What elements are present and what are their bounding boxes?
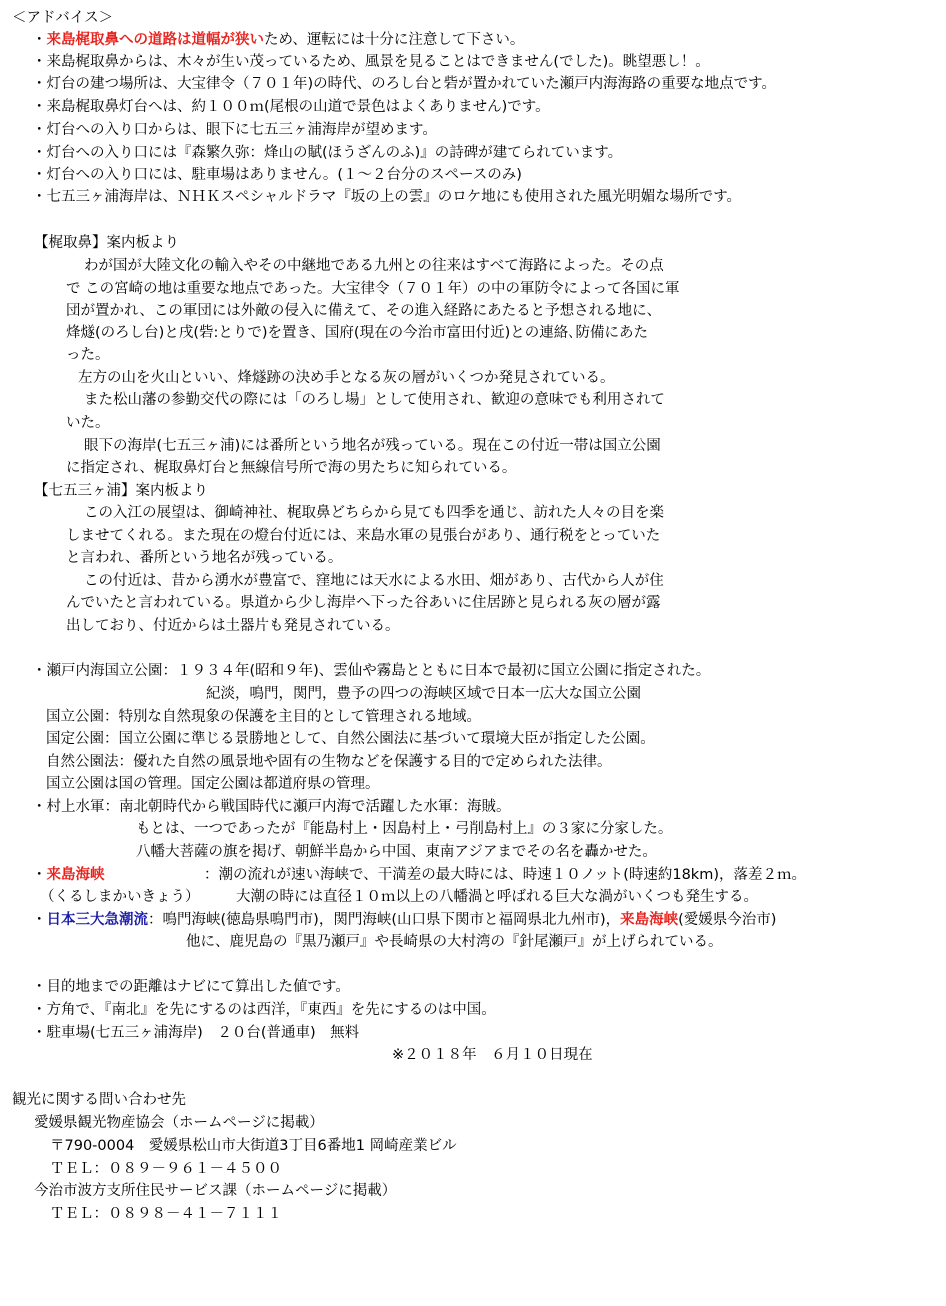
kurushima-highlight: 来島海峡 xyxy=(620,912,679,928)
kurushima-desc: 大潮の時には直径１０ｍ以上の八幡渦と呼ばれる巨大な渦がいくつも発生する。 xyxy=(236,889,758,905)
murakami-line: もとは、一つであったが『能島村上・因島村上・弓削島村上』の３家に分家した。 xyxy=(136,821,673,837)
shimegaura-line: と言われ、番所という地名が残っている。 xyxy=(66,550,343,566)
three-currents-text: (愛媛県今治市) xyxy=(678,912,777,928)
kajitori-line: 烽燧(のろし台)と戌(砦:とりで)を置き、国府(現在の今治市富田付近)との連絡､防備にあた xyxy=(66,325,648,341)
kajitori-line: また松山藩の参勤交代の際には「のろし場」として使用され、歓迎の意味でも利用されて xyxy=(84,392,665,408)
advice-item xyxy=(32,97,550,117)
warning-highlight: 来島梶取鼻への道路は道幅が狭い xyxy=(46,32,264,48)
advice-text: 来島梶取鼻灯台へは、約１００ｍ(尾根の山道で景色はよくありません)です。 xyxy=(46,99,550,115)
contact-heading: 観光に関する問い合わせ先 xyxy=(12,1092,186,1108)
kajitori-line: 左方の山を火山といい、烽燧跡の決め手となる灰の層がいくつか発見されている。 xyxy=(78,370,615,386)
advice-heading: ＜アドバイス＞ xyxy=(12,10,114,26)
contact-org: 今治市波方支所住民サービス課（ホームページに掲載） xyxy=(34,1183,397,1199)
advice-text: 七五三ヶ浦海岸は、ＮＨＫスペシャルドラマ『坂の上の雲』のロケ地にも使用された風光明媚な場所です。 xyxy=(46,189,742,205)
bullet: ・ xyxy=(32,99,47,115)
bullet: ・ xyxy=(32,145,47,161)
advice-item xyxy=(32,187,741,207)
contact-address: 〒790-0004 愛媛県松山市大街道3丁目6番地1 岡崎産業ビル xyxy=(50,1138,457,1154)
advice-item xyxy=(32,30,524,50)
kurushima-desc: ：潮の流れが速い海峡で、干満差の最大時には、時速１０ノット(時速約18km)，落差２ｍ。 xyxy=(204,867,806,883)
note-item: ・方角で、『南北』を先にするのは西洋，『東西』を先にするのは中国。 xyxy=(32,1002,496,1018)
three-currents-line xyxy=(32,910,776,930)
park-definition: 国定公園：国立公園に準じる景勝地として、自然公園法に基づいて環境大臣が指定した公園。 xyxy=(46,731,655,747)
murakami-line: 八幡大菩薩の旗を掲げ、朝鮮半島から中国、東南アジアまでその名を轟かせた。 xyxy=(136,844,657,860)
park-definition: 国立公園：特別な自然現象の保護を主目的として管理される地域。 xyxy=(46,709,481,725)
advice-text: 灯台の建つ場所は、大宝律令（７０１年)の時代、のろし台と砦が置かれていた瀬戸内海海路の重要な地点です。 xyxy=(46,76,776,92)
park-line: 紀淡，鳴門，関門，豊予の四つの海峡区域で日本一広大な国立公園 xyxy=(206,686,641,702)
bullet: ・ xyxy=(32,76,47,92)
contact-phone: ＴＥＬ：０８９－９６１－４５００ xyxy=(50,1161,282,1177)
kajitori-line: いた。 xyxy=(66,415,110,431)
kurushima-reading: （くるしまかいきょう） xyxy=(40,889,200,905)
advice-text: 灯台への入り口からは、眼下に七五三ヶ浦海岸が望めます。 xyxy=(46,122,437,138)
advice-item xyxy=(32,165,522,185)
shimegaura-line: 出しており、付近からは土器片も発見されている。 xyxy=(66,618,400,634)
advice-text: 灯台への入り口には『森繁久弥：烽山の賦(ほうざんのふ)』の詩碑が建てられています。 xyxy=(46,145,623,161)
contact-phone: ＴＥＬ：０８９８－４１－７１１１ xyxy=(50,1206,282,1222)
kajitori-heading: 【梶取鼻】案内板より xyxy=(34,235,179,251)
kajitori-line: った。 xyxy=(66,347,110,363)
date-note: ※２０１８年 ６月１０日現在 xyxy=(392,1047,593,1063)
advice-item xyxy=(32,143,622,163)
contact-org: 愛媛県観光物産協会（ホームページに掲載） xyxy=(34,1115,324,1131)
kajitori-line: 団が置かれ、この軍団には外敵の侵入に備えて、その進入経路にあたると予想される地に、 xyxy=(66,303,662,319)
advice-text: 灯台への入り口には、駐車場はありません。(１～２台分のスペースのみ) xyxy=(46,167,522,183)
note-item: ・目的地までの距離はナビにて算出した値です。 xyxy=(32,979,350,995)
kajitori-line: に指定され、梶取鼻灯台と無線信号所で海の男たちに知られている。 xyxy=(66,460,517,476)
bullet: ・ xyxy=(32,54,47,70)
kurushima-label: 来島海峡 xyxy=(46,867,105,883)
advice-item xyxy=(32,74,776,94)
kajitori-line: わが国が大陸文化の輸入やその中継地である九州との往来はすべて海路によった。その点 xyxy=(84,258,664,274)
park-definition: 自然公園法：優れた自然の風景地や固有の生物などを保護する目的で定められた法律。 xyxy=(46,754,612,770)
bullet: ・ xyxy=(32,912,47,928)
shimegaura-line: この付近は、昔から湧水が豊富で、窪地には天水による水田、畑があり、古代から人が住 xyxy=(84,573,664,589)
advice-item xyxy=(32,52,710,72)
shimegaura-line: んでいたと言われている。県道から少し海岸へ下った谷あいに住居跡と見られる灰の層が露 xyxy=(66,595,661,611)
bullet: ・ xyxy=(32,122,47,138)
three-currents-label: 日本三大急潮流 xyxy=(46,912,148,928)
bullet: ・ xyxy=(32,167,47,183)
kurushima-line xyxy=(32,865,105,885)
murakami-line: ・村上水軍：南北朝時代から戦国時代に瀬戸内海で活躍した水軍：海賊。 xyxy=(32,799,511,815)
bullet: ・ xyxy=(32,867,47,883)
bullet: ・ xyxy=(32,32,47,48)
kajitori-line: 眼下の海岸(七五三ヶ浦)には番所という地名が残っている。現在この付近一帯は国立公園 xyxy=(84,438,661,454)
park-definition: 国立公園は国の管理。国定公園は都道府県の管理。 xyxy=(46,776,380,792)
advice-text: 来島梶取鼻からは、木々が生い茂っているため、風景を見ることはできません(でした)。眺望悪し！。 xyxy=(46,54,710,70)
shimegaura-heading: 【七五三ヶ浦】案内板より xyxy=(34,483,208,499)
three-currents-line: 他に、鹿児島の『黒乃瀬戸』や長崎県の大村湾の『針尾瀬戸』が上げられている。 xyxy=(186,934,723,950)
shimegaura-line: しませてくれる。また現在の燈台付近には、来島水軍の見張台があり、通行税をとっていた xyxy=(66,528,661,544)
advice-item xyxy=(32,120,437,140)
kajitori-line: で この宮崎の地は重要な地点であった。大宝律令（７０１年）の中の軍防令によって各国に軍 xyxy=(66,281,680,297)
bullet: ・ xyxy=(32,189,47,205)
shimegaura-line: この入江の展望は、御崎神社、梶取鼻どちらから見ても四季を通じ、訪れた人々の目を楽 xyxy=(84,505,664,521)
note-item: ・駐車場(七五三ヶ浦海岸) ２０台(普通車) 無料 xyxy=(32,1025,360,1041)
three-currents-text: ：鳴門海峡(徳島県鳴門市)，関門海峡(山口県下関市と福岡県北九州市)， xyxy=(148,912,621,928)
advice-text: ため、運転には十分に注意して下さい。 xyxy=(264,32,525,48)
park-line: ・瀬戸内海国立公園：１９３４年(昭和９年)、雲仙や霧島とともに日本で最初に国立公園に指定された。 xyxy=(32,663,711,679)
